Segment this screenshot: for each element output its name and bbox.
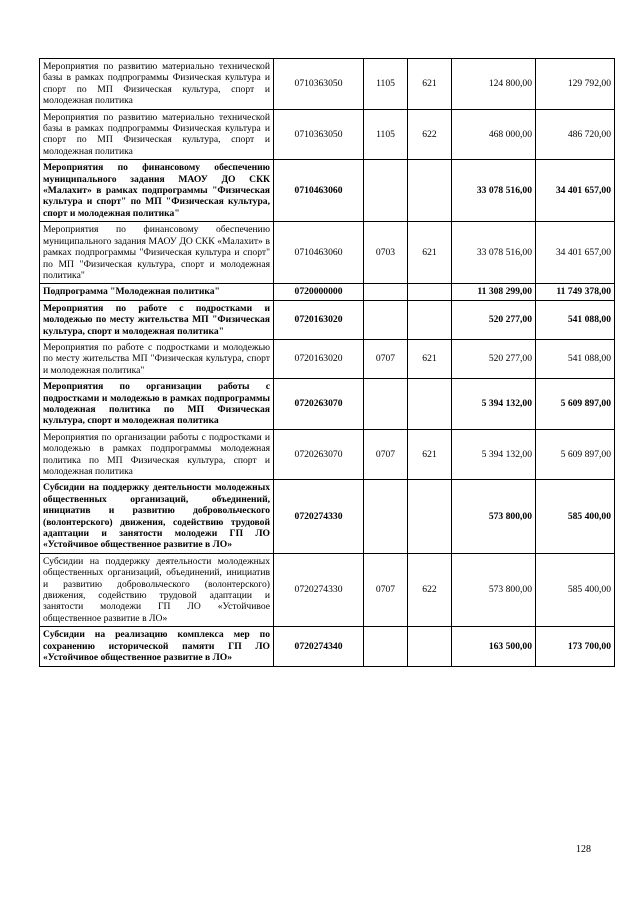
- row-amount-1: 5 394 132,00: [452, 429, 536, 480]
- row-amount-1: 33 078 516,00: [452, 160, 536, 222]
- budget-table: [39, 58, 615, 667]
- row-section: 0707: [364, 339, 408, 378]
- row-kind: [408, 300, 452, 339]
- row-section: 0707: [364, 553, 408, 626]
- row-section: 1105: [364, 109, 408, 160]
- row-name: Субсидии на поддержку деятельности молодежных общественных организаций, объединений, инициатив и развитию добровольческого (волонтерского) движения, содействию трудовой адаптации и занятости молодежи ГП ЛО «Устойчивое общественное развитие в ЛО»: [40, 480, 274, 553]
- row-code: 0720263070: [274, 379, 364, 430]
- row-name: Мероприятия по работе с подростками и молодежью по месту жительства МП "Физическая культура, спорт и молодежная политика": [40, 339, 274, 378]
- row-amount-2: 541 088,00: [536, 300, 615, 339]
- row-name: Мероприятия по развитию материально технической базы в рамках подпрограммы Физическая культура и спорт по МП Физическая культура, спорт и молодежная политика: [40, 109, 274, 160]
- table-row: [40, 284, 615, 300]
- row-amount-2: 585 400,00: [536, 553, 615, 626]
- row-amount-1: 33 078 516,00: [452, 222, 536, 284]
- table-row: [40, 379, 615, 430]
- row-amount-2: 5 609 897,00: [536, 429, 615, 480]
- table-row: [40, 222, 615, 284]
- table-row: [40, 339, 615, 378]
- row-amount-2: 585 400,00: [536, 480, 615, 553]
- row-amount-1: 468 000,00: [452, 109, 536, 160]
- row-section: 0707: [364, 429, 408, 480]
- table-row: [40, 160, 615, 222]
- row-amount-1: 573 800,00: [452, 553, 536, 626]
- row-amount-1: 520 277,00: [452, 339, 536, 378]
- row-amount-2: 541 088,00: [536, 339, 615, 378]
- row-code: 0720163020: [274, 339, 364, 378]
- row-section: [364, 627, 408, 666]
- row-name: Мероприятия по работе с подростками и молодежью по месту жительства МП "Физическая культура, спорт и молодежная политика": [40, 300, 274, 339]
- row-amount-2: 129 792,00: [536, 59, 615, 110]
- row-section: [364, 160, 408, 222]
- row-code: 0720274330: [274, 553, 364, 626]
- row-code: 0710363050: [274, 109, 364, 160]
- row-kind: [408, 480, 452, 553]
- row-name: Субсидии на реализацию комплекса мер по сохранению исторической памяти ГП ЛО «Устойчивое общественное развитие в ЛО»: [40, 627, 274, 666]
- row-kind: 621: [408, 222, 452, 284]
- row-code: 0720274340: [274, 627, 364, 666]
- row-name: Подпрограмма "Молодежная политика": [40, 284, 274, 300]
- row-code: 0710363050: [274, 59, 364, 110]
- row-code: 0710463060: [274, 160, 364, 222]
- row-kind: 622: [408, 553, 452, 626]
- table-row: [40, 109, 615, 160]
- table-row: [40, 480, 615, 553]
- row-section: 1105: [364, 59, 408, 110]
- row-section: [364, 284, 408, 300]
- row-kind: 621: [408, 429, 452, 480]
- row-kind: [408, 627, 452, 666]
- row-amount-2: 11 749 378,00: [536, 284, 615, 300]
- row-amount-2: 173 700,00: [536, 627, 615, 666]
- row-kind: 621: [408, 339, 452, 378]
- row-kind: 622: [408, 109, 452, 160]
- table-row: [40, 627, 615, 666]
- row-amount-2: 34 401 657,00: [536, 222, 615, 284]
- row-amount-1: 163 500,00: [452, 627, 536, 666]
- row-section: [364, 480, 408, 553]
- row-amount-2: 34 401 657,00: [536, 160, 615, 222]
- row-name: Мероприятия по организации работы с подростками и молодежью в рамках подпрограммы молодежная политика по МП Физическая культура, спорт и молодежная политика: [40, 429, 274, 480]
- row-code: 0720000000: [274, 284, 364, 300]
- row-name: Субсидии на поддержку деятельности молодежных общественных организаций, объединений, инициатив и развитию добровольческого (волонтерского) движения, содействию трудовой адаптации и занятости молодежи ГП ЛО «Устойчивое общественное развитие в ЛО»: [40, 553, 274, 626]
- row-name: Мероприятия по развитию материально технической базы в рамках подпрограммы Физическая культура и спорт по МП Физическая культура, спорт и молодежная политика: [40, 59, 274, 110]
- row-code: 0720263070: [274, 429, 364, 480]
- row-kind: [408, 160, 452, 222]
- row-amount-1: 124 800,00: [452, 59, 536, 110]
- row-amount-1: 520 277,00: [452, 300, 536, 339]
- row-code: 0710463060: [274, 222, 364, 284]
- row-code: 0720274330: [274, 480, 364, 553]
- row-kind: [408, 284, 452, 300]
- row-section: [364, 300, 408, 339]
- row-amount-1: 573 800,00: [452, 480, 536, 553]
- row-name: Мероприятия по финансовому обеспечению муниципального задания МАОУ ДО СКК «Малахит» в рамках подпрограммы "Физическая культура и спорт" по МП "Физическая культура, спорт и молодежная политика": [40, 160, 274, 222]
- table-row: [40, 553, 615, 626]
- row-kind: [408, 379, 452, 430]
- row-code: 0720163020: [274, 300, 364, 339]
- table-row: [40, 300, 615, 339]
- page-number: 128: [576, 844, 591, 855]
- row-section: [364, 379, 408, 430]
- row-kind: 621: [408, 59, 452, 110]
- row-section: 0703: [364, 222, 408, 284]
- row-amount-1: 5 394 132,00: [452, 379, 536, 430]
- row-amount-2: 5 609 897,00: [536, 379, 615, 430]
- table-row: [40, 59, 615, 110]
- row-amount-1: 11 308 299,00: [452, 284, 536, 300]
- table-row: [40, 429, 615, 480]
- row-amount-2: 486 720,00: [536, 109, 615, 160]
- row-name: Мероприятия по организации работы с подростками и молодежью в рамках подпрограммы молодежная политика по МП Физическая культура, спорт и молодежная политика: [40, 379, 274, 430]
- row-name: Мероприятия по финансовому обеспечению муниципального задания МАОУ ДО СКК «Малахит» в рамках подпрограммы "Физическая культура и спорт" по МП "Физическая культура, спорт и молодежная политика": [40, 222, 274, 284]
